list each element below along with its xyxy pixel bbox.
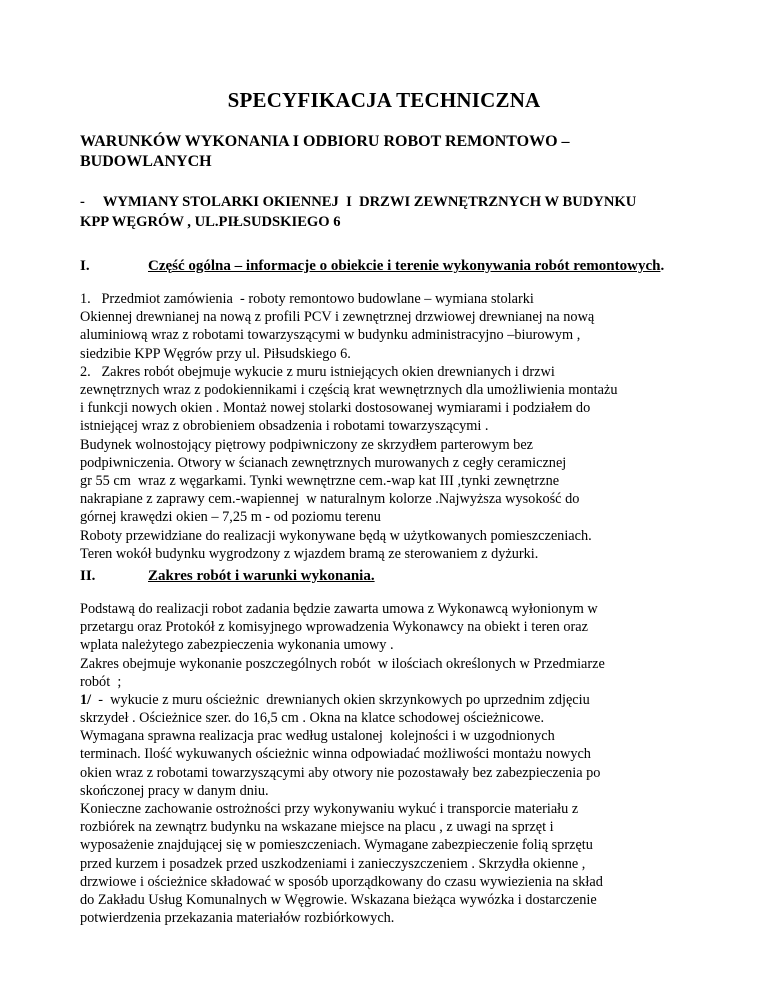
text-line: wplata należytego zabezpieczenia wykonania umowy .: [80, 637, 394, 654]
text-line: robót ;: [80, 673, 122, 690]
text-line: Teren wokół budynku wygrodzony z wjazdem bramą ze sterowaniem z dyżurki.: [80, 545, 539, 562]
subtitle-line: WARUNKÓW WYKONANIA I ODBIORU ROBOT REMONTOWO –: [80, 133, 570, 150]
text-line: okien wraz z robotami towarzyszącymi aby otwory nie pozostawały bez zabezpieczenia po: [80, 764, 601, 781]
text-line: gr 55 cm wraz z węgarkami. Tynki wewnętrzne cem.-wap kat III ,tynki zewnętrzne: [80, 473, 560, 490]
text-line: nakrapiane z zaprawy cem.-wapiennej w naturalnym kolorze .Najwyższa wysokość do: [80, 491, 580, 508]
subtitle-line: BUDOWLANYCH: [80, 153, 212, 170]
text-line: 2. Zakres robót obejmuje wykucie z muru istniejących okien drewnianych i drzwi: [80, 363, 555, 380]
item-1-marker: 1/: [80, 692, 92, 708]
section-1-title: [148, 258, 664, 275]
section-2-item-1-body: [80, 709, 700, 927]
text-line: aluminiową wraz z robotami towarzyszącymi w budynku administracyjno –biurowym ,: [80, 327, 581, 344]
text-line: i funkcji nowych okien . Montaż nowej stolarki dostosowanej wymiarami i podziałem do: [80, 400, 591, 417]
section-1-title-suffix: .: [660, 258, 665, 274]
section-2-title: Zakres robót i warunki wykonania.: [148, 568, 375, 584]
text-line: siedzibie KPP Węgrów przy ul. Piłsudskiego 6.: [80, 345, 351, 362]
text-line: istniejącej wraz z obrobieniem obsadzenia i robotami towarzyszącymi .: [80, 418, 489, 435]
section-1-body: [80, 290, 700, 563]
document-subject: [80, 192, 700, 232]
text-line: Wymagana sprawna realizacja prac według ustalonej kolejności i w uzgodnionych: [80, 728, 555, 745]
text-line: Podstawą do realizacji robot zadania będzie zawarta umowa z Wykonawcą wyłonionym w: [80, 601, 598, 617]
text-line: drzwiowe i ościeżnice składować w sposób uporządkowany do czasu wywiezienia na skład: [80, 873, 603, 890]
text-line: Okiennej drewnianej na nową z profili PCV i zewnętrznej drzwiowej drewnianej na nową: [80, 309, 595, 326]
text-line: wyposażenie znajdującej się w pomieszczeniach. Wymagane zabezpieczenie folią sprzętu: [80, 837, 593, 854]
text-line: Roboty przewidziane do realizacji wykonywane będą w użytkowanych pomieszczeniach.: [80, 527, 592, 544]
section-1-title-text: Część ogólna – informacje o obiekcie i terenie wykonywania robót remontowych: [148, 258, 661, 274]
text-line: zewnętrznych wraz z podokiennikami i częścią krat wewnętrznych dla umożliwienia montażu: [80, 382, 618, 399]
subject-line: - WYMIANY STOLARKI OKIENNEJ I DRZWI ZEWNĘTRZNYCH W BUDYNKU: [80, 194, 637, 210]
text-line: przetargu oraz Protokół z komisyjnego wprowadzenia Wykonawcy na obiekt i teren oraz: [80, 619, 588, 636]
subject-line: KPP WĘGRÓW , UL.PIŁSUDSKIEGO 6: [80, 214, 341, 230]
section-2-body-intro: [80, 600, 700, 691]
text-line: Konieczne zachowanie ostrożności przy wykonywaniu wykuć i transporcie materiału z: [80, 801, 579, 818]
text-line: do Zakładu Usług Komunalnych w Węgrowie. Wskazana bieżąca wywózka i dostarczenie: [80, 892, 597, 909]
text-line: przed kurzem i posadzek przed uszkodzeniami i zanieczyszczeniem . Skrzydła okienne ,: [80, 855, 586, 872]
item-1-first-line: - wykucie z muru ościeżnic drewnianych okien skrzynkowych po uprzednim zdjęciu: [91, 692, 590, 708]
text-line: 1. Przedmiot zamówienia - roboty remontowo budowlane – wymiana stolarki: [80, 291, 534, 307]
section-1-number: I.: [80, 258, 90, 274]
document-subtitle: [80, 132, 700, 172]
section-2-item-1: [80, 691, 700, 709]
text-line: skończonej pracy w danym dniu.: [80, 782, 269, 799]
text-line: rozbiórek na zewnątrz budynku na wskazane miejsce na placu , z uwagi na sprzęt i: [80, 819, 554, 836]
text-line: górnej krawędzi okien – 7,25 m - od poziomu terenu: [80, 509, 381, 526]
text-line: terminach. Ilość wykuwanych ościeżnic winna odpowiadać możliwości montażu nowych: [80, 746, 591, 763]
section-2-number: II.: [80, 568, 96, 584]
text-line: potwierdzenia przekazania materiałów rozbiórkowych.: [80, 910, 395, 927]
text-line: Zakres obejmuje wykonanie poszczególnych robót w ilościach określonych w Przedmiarze: [80, 655, 605, 672]
text-line: podpiwniczenia. Otwory w ścianach zewnętrznych murowanych z cegły ceramicznej: [80, 454, 567, 471]
text-line: skrzydeł . Ościeżnice szer. do 16,5 cm . Okna na klatce schodowej ościeżnicowe.: [80, 710, 545, 726]
document-title: SPECYFIKACJA TECHNICZNA: [227, 88, 541, 112]
text-line: Budynek wolnostojący piętrowy podpiwniczony ze skrzydłem parterowym bez: [80, 436, 534, 453]
